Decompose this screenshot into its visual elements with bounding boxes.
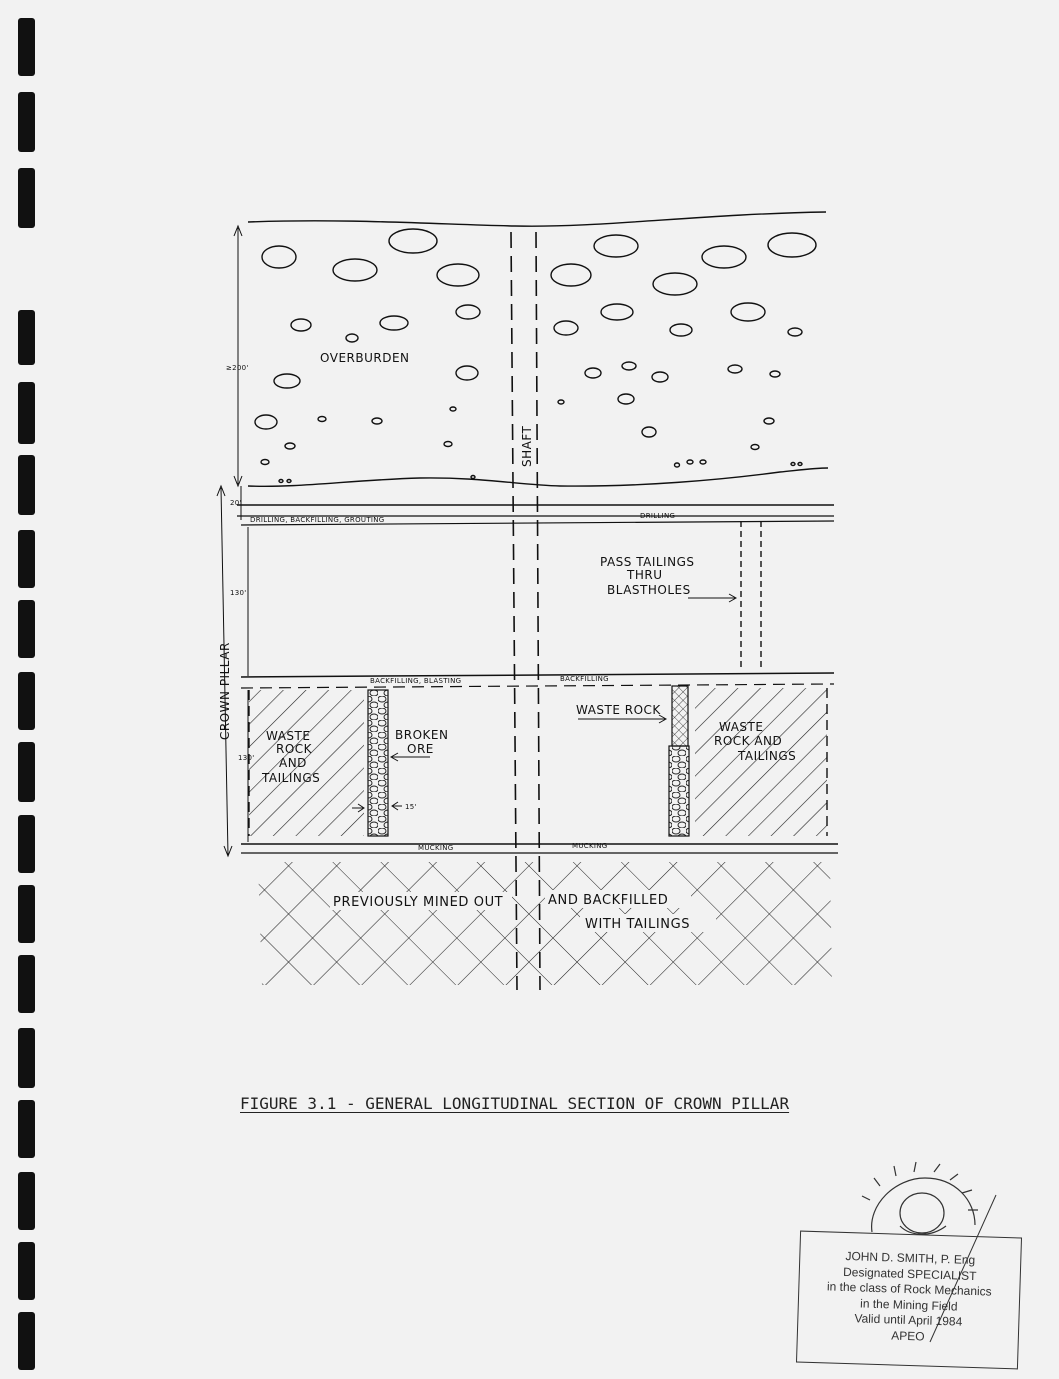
drilling-label: DRILLING <box>640 512 676 520</box>
waste-rock-pillar-right <box>672 686 688 746</box>
dim-20-label: 20' <box>230 499 242 507</box>
overburden-label: OVERBURDEN <box>320 351 410 365</box>
stamp-line-designation: Designated SPECIALIST <box>842 1264 977 1283</box>
stamp-line-validity: Valid until April 1984 <box>854 1311 963 1329</box>
broken-ore-pillar-right <box>669 746 689 836</box>
waste-right-label-2: ROCK AND <box>714 734 783 748</box>
figure-caption: FIGURE 3.1 - GENERAL LONGITUDINAL SECTION OF CROWN PILLAR <box>240 1094 790 1113</box>
previously-mined-out-label: PREVIOUSLY MINED OUT <box>333 895 504 910</box>
stamp-line-field: in the Mining Field <box>859 1295 958 1314</box>
shaft-label: SHAFT <box>520 425 534 467</box>
dim-130-upper-label: 130' <box>230 589 247 597</box>
mucking-left-label: MUCKING <box>418 844 454 852</box>
backfilling-label: BACKFILLING <box>560 675 609 683</box>
broken-ore-pillar-left <box>368 690 388 836</box>
waste-right-label-1: WASTE <box>719 720 764 734</box>
stamp-line-name: JOHN D. SMITH, P. Eng <box>845 1248 976 1268</box>
engineer-stamp <box>796 1231 1022 1370</box>
with-tailings-label: WITH TAILINGS <box>585 917 691 932</box>
waste-left-label-1: WASTE <box>266 729 311 743</box>
mucking-right-label: MUCKING <box>572 842 608 850</box>
mined-out-region <box>258 862 832 985</box>
backfilling-blasting-label: BACKFILLING, BLASTING <box>370 677 462 685</box>
stamp-line-class: in the class of Rock Mechanics <box>826 1279 992 1299</box>
waste-left-label-4: TAILINGS <box>262 771 321 785</box>
waste-left-label-3: AND <box>279 756 307 770</box>
pass-tailings-label: PASS TAILINGS <box>600 555 695 569</box>
waste-left-label-2: ROCK <box>276 742 313 756</box>
ground-surface-line <box>248 212 826 226</box>
broken-ore-label-2: ORE <box>407 742 434 756</box>
dim-130-lower-label: 130' <box>238 754 255 762</box>
crown-pillar-label: CROWN PILLAR <box>218 642 232 740</box>
stamp-line-org: APEO <box>890 1327 925 1344</box>
waste-rock-label: WASTE ROCK <box>576 703 661 717</box>
waste-right-label-3: TAILINGS <box>738 749 797 763</box>
overburden-depth-label: ≥200' <box>226 364 249 372</box>
dim-15-label: 15' <box>405 803 417 811</box>
drilling-backfilling-grouting-label: DRILLING, BACKFILLING, GROUTING <box>250 516 385 524</box>
broken-ore-label-1: BROKEN <box>395 728 449 742</box>
thru-label: THRU <box>627 568 663 582</box>
blastholes-label: BLASTHOLES <box>607 583 691 597</box>
and-backfilled-label: AND BACKFILLED <box>548 893 669 908</box>
